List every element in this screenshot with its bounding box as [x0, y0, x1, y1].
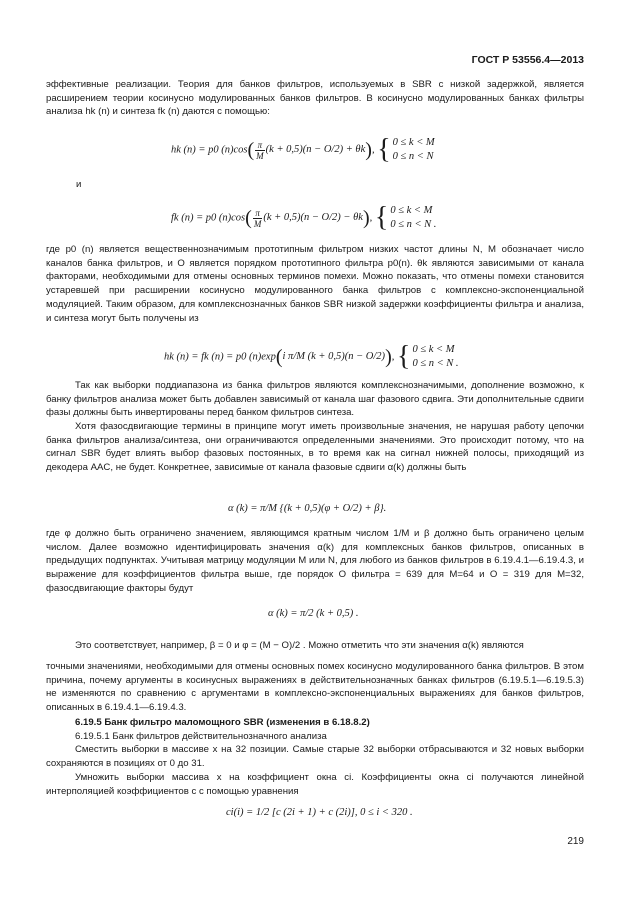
- subsection-heading: 6.19.5.1 Банк фильтров действительнозначного анализа: [75, 731, 327, 742]
- page-number: 219: [567, 836, 584, 847]
- equation-lhs: hk (n) = p0 (n)cos: [171, 144, 248, 156]
- page-header: ГОСТ Р 53556.4—2013: [471, 54, 584, 66]
- paragraph-phase-shift: Хотя фазосдвигающие термины в принципе могут иметь произвольные значения, не нарушая работу цепочки банка фильтров анализа/синтеза, они ограничиваются определенными значениями. Это происходит потому, что на сигнал SBR будет влиять выбор фазовых постоянных, в то время как на сигнал нижней полосы, приходящий из декодера AAC, не будет. Конкретнее, зависимые от канала фазовые сдвиги α(k) должны быть: [46, 421, 584, 474]
- equation-synthesis-filter: fk (n) = p0 (n)cos( $\frac{\pi}{M}$ (k + 0,5)(n − O/2) − θk), { 0 ≤ k < M 0 ≤ n < N .: [171, 202, 437, 233]
- equation-body: i π/M (k + 0,5)(n − O/2): [282, 351, 386, 362]
- equation-body: (k + 0,5)(n − O/2) + θk: [265, 144, 366, 155]
- condition-n: 0 ≤ n < N .: [390, 219, 437, 230]
- paragraph-prototype: где p0 (n) является вещественнозначимым прототипным фильтром низких частот длины N, M обозначает число каналов банка фильтров, и O является порядком прототипного фильтра p0(n). θk являются зависимыми от канала факторами, необходимыми для отмены основных терминов помехи. Можно показать, что отмены помехи становится устаревшей при расширении косинусно модулированного банка фильтров с комплексно-экспоненциальной модуляцией. Таким образом, для комплекснозначных банков SBR низкой задержки коэффициенты фильтра и анализа, и синтеза могут быть получены из: [46, 244, 584, 324]
- equation-alpha: α (k) = π/M {(k + 0,5)(φ + O/2) + β}.: [228, 503, 387, 514]
- paragraph-intro: эффективные реализации. Теория для банков фильтров, используемых в SBR с низкой задержкой, является расширением теории косинусно модулированных банков фильтров. В косинусно модулированных банках фильтры анализа hk (n) и синтеза fk (n) даются с помощью:: [46, 79, 584, 118]
- condition-n: 0 ≤ n < N: [392, 151, 434, 162]
- paragraph-correspondence: Это соответствует, например, β = 0 и φ = (M − O)/2 . Можно отметить что эти значения α(k) являются: [75, 640, 524, 651]
- paragraph-subband: Так как выборки поддиапазона из банка фильтров являются комплекснозначимыми, дополнение возможно, к банку фильтров анализа может быть добавлен зависимый от канала шаг фазового сдвига. Эти дополнительные сдвиги фазы должны быть инвертированы перед банком фильтров синтеза.: [46, 380, 584, 419]
- condition-k: 0 ≤ k < M: [412, 344, 455, 355]
- paragraph-phi: где φ должно быть ограничено значением, являющимся кратным числом 1/M и β должно быть ограничено целым числом. Далее возможно идентифицировать значения α(k) для комплексных банков фильтров, описанных в предыдущих подпунктах. Учитывая матрицу модуляции M или N, для любого из банков фильтров в 6.19.4.1—6.19.4.3, и выражение для коэффициентов фильтра выше, где порядок O фильтра = 639 для M=64 и O = 319 для M=32, фазосдвигающие факторы будут: [46, 528, 584, 594]
- paragraph-exact-values: точными значениями, необходимыми для отмены основных помех косинусно модулированного банка фильтров. В этом причина, почему аргументы в косинусных выражениях в действительнозначных банках фильтров (6.19.5.1—6.19.5.3) не изменяются по сравнению с аргументами в комплексно-экспоненциальных выражениях для банков фильтров, описанных в 6.19.4.1—6.19.4.3.: [46, 661, 584, 714]
- section-heading: 6.19.5 Банк фильтро маломощного SBR (изменения в 6.18.8.2): [75, 717, 370, 728]
- paragraph-shift: Сместить выборки в массиве x на 32 позиции. Самые старые 32 выборки отбрасываются и 32 новых выборки сохраняются в позициях от 0 до 31.: [46, 744, 584, 769]
- condition-k: 0 ≤ k < M: [390, 205, 433, 216]
- condition-k: 0 ≤ k < M: [392, 137, 435, 148]
- equation-complex-filter: hk (n) = fk (n) = p0 (n)exp(i π/M (k + 0,5)(n − O/2)), { 0 ≤ k < M 0 ≤ n < N .: [164, 341, 459, 372]
- paragraph-multiply: Умножить выборки массива x на коэффициент окна ci. Коэффициенты окна ci получаются линейной интерполяцией коэффициентов c с помощью уравнения: [46, 772, 584, 797]
- equation-body: (k + 0,5)(n − O/2) − θk: [263, 212, 363, 223]
- and-word: и: [76, 179, 82, 190]
- condition-n: 0 ≤ n < N .: [412, 358, 459, 369]
- equation-lhs: fk (n) = p0 (n)cos: [171, 212, 246, 224]
- equation-window: ci(i) = 1/2 [c (2i + 1) + c (2i)], 0 ≤ i < 320 .: [226, 807, 413, 818]
- equation-alpha-value: α (k) = π/2 (k + 0,5) .: [268, 608, 359, 619]
- equation-lhs: hk (n) = fk (n) = p0 (n)exp: [164, 351, 276, 363]
- equation-analysis-filter: hk (n) = p0 (n)cos( $\frac{\pi}{M}$ (k + 0,5)(n − O/2) + θk), { 0 ≤ k < M 0 ≤ n < N: [171, 134, 435, 165]
